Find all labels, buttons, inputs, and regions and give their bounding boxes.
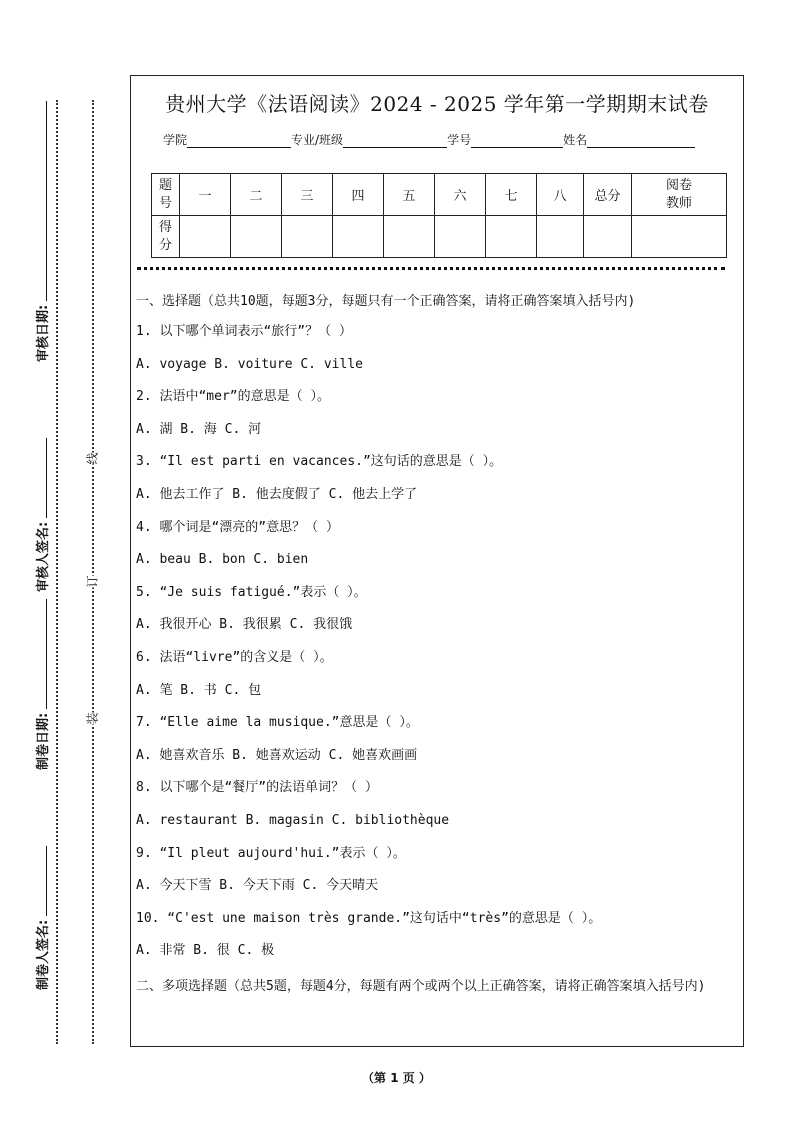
- field-label-major: 专业/班级: [291, 133, 344, 147]
- question-2: 2. 法语中“mer”的意思是（ ）。: [136, 389, 330, 405]
- question-8: 8. 以下哪个是“餐厅”的法语单词？（ ）: [136, 780, 378, 796]
- col-grader: 阅卷 教师: [632, 174, 727, 216]
- score-table-header-row: [152, 174, 727, 216]
- compiler-signature-label: 制卷人签名:: [32, 846, 51, 990]
- score-cell-2[interactable]: [231, 216, 282, 258]
- question-8-options: A. restaurant B. magasin C. bibliothèque: [136, 812, 450, 828]
- question-10: 10. “C'est une maison très grande.”这句话中“très”的意思是（ ）。: [136, 910, 602, 926]
- question-list: [136, 322, 739, 974]
- page-number: （第 1 页 ）: [362, 1071, 431, 1085]
- binding-char-line: 线: [85, 452, 100, 465]
- row-label-number: 题 号: [152, 174, 180, 216]
- score-table-score-row: [152, 216, 727, 258]
- student-info-row: [163, 131, 743, 148]
- name-blank[interactable]: [587, 147, 695, 148]
- score-cell-4[interactable]: [333, 216, 384, 258]
- binding-line-outer: [56, 100, 58, 1044]
- score-cell-3[interactable]: [282, 216, 333, 258]
- dotted-separator: [137, 267, 725, 270]
- binding-char-bind: 装: [85, 712, 100, 725]
- question-7-options: A. 她喜欢音乐 B. 她喜欢运动 C. 她喜欢画画: [136, 747, 418, 763]
- question-6-options: A. 笔 B. 书 C. 包: [136, 682, 262, 698]
- col-7: 七: [486, 174, 537, 216]
- question-body: [136, 291, 739, 1007]
- college-blank[interactable]: [187, 147, 291, 148]
- col-5: 五: [384, 174, 435, 216]
- question-2-options: A. 湖 B. 海 C. 河: [136, 421, 262, 437]
- exam-frame: [130, 75, 744, 1047]
- question-5-options: A. 我很开心 B. 我很累 C. 我很饿: [136, 617, 353, 633]
- exam-title: 贵州大学《法语阅读》2024 - 2025 学年第一学期期末试卷: [165, 92, 709, 116]
- binding-char-staple: 订: [85, 575, 100, 588]
- student-id-blank[interactable]: [471, 147, 563, 148]
- question-1-options: A. voyage B. voiture C. ville: [136, 356, 363, 372]
- field-label-id: 学号: [447, 133, 472, 147]
- question-10-options: A. 非常 B. 很 C. 极: [136, 943, 275, 959]
- score-table: [151, 173, 727, 258]
- col-4: 四: [333, 174, 384, 216]
- col-3: 三: [282, 174, 333, 216]
- question-1: 1. 以下哪个单词表示“旅行”？（ ）: [136, 324, 352, 339]
- score-cell-1[interactable]: [180, 216, 231, 258]
- col-2: 二: [231, 174, 282, 216]
- score-cell-7[interactable]: [486, 216, 537, 258]
- question-4-options: A. beau B. bon C. bien: [136, 552, 309, 568]
- review-date-label: 审核日期:: [32, 101, 51, 362]
- major-blank[interactable]: [343, 147, 447, 148]
- col-8: 八: [537, 174, 584, 216]
- reviewer-signature-label: 审核人签名:: [32, 438, 51, 592]
- question-5: 5. “Je suis fatigué.”表示（ ）。: [136, 584, 367, 600]
- question-9-options: A. 今天下雪 B. 今天下雨 C. 今天晴天: [136, 878, 379, 894]
- question-9: 9. “Il pleut aujourd'hui.”表示（ ）。: [136, 845, 406, 861]
- section2-heading: 二、多项选择题（总共5题，每题4分，每题有两个或两个以上正确答案，请将正确答案填入括号内): [136, 978, 706, 994]
- field-label-college: 学院: [163, 133, 188, 147]
- col-1: 一: [180, 174, 231, 216]
- field-label-name: 姓名: [563, 133, 588, 147]
- score-cell-grader[interactable]: [632, 216, 727, 258]
- col-6: 六: [435, 174, 486, 216]
- question-4: 4. 哪个词是“漂亮的”意思？（ ）: [136, 519, 339, 535]
- row-label-score: 得 分: [152, 216, 180, 258]
- col-total: 总分: [584, 174, 632, 216]
- question-3-options: A. 他去工作了 B. 他去度假了 C. 他去上学了: [136, 486, 418, 502]
- score-cell-5[interactable]: [384, 216, 435, 258]
- score-cell-total[interactable]: [584, 216, 632, 258]
- section1-heading: 一、选择题（总共10题，每题3分，每题只有一个正确答案，请将正确答案填入括号内): [136, 294, 636, 309]
- question-3: 3. “Il est parti en vacances.”这句话的意思是（ ）。: [136, 454, 503, 470]
- score-cell-6[interactable]: [435, 216, 486, 258]
- question-6: 6. 法语“livre”的含义是（ ）。: [136, 649, 333, 665]
- score-cell-8[interactable]: [537, 216, 584, 258]
- question-7: 7. “Elle aime la musique.”意思是（ ）。: [136, 715, 419, 731]
- compile-date-label: 制卷日期:: [32, 599, 51, 770]
- binding-line-inner: [92, 100, 94, 1044]
